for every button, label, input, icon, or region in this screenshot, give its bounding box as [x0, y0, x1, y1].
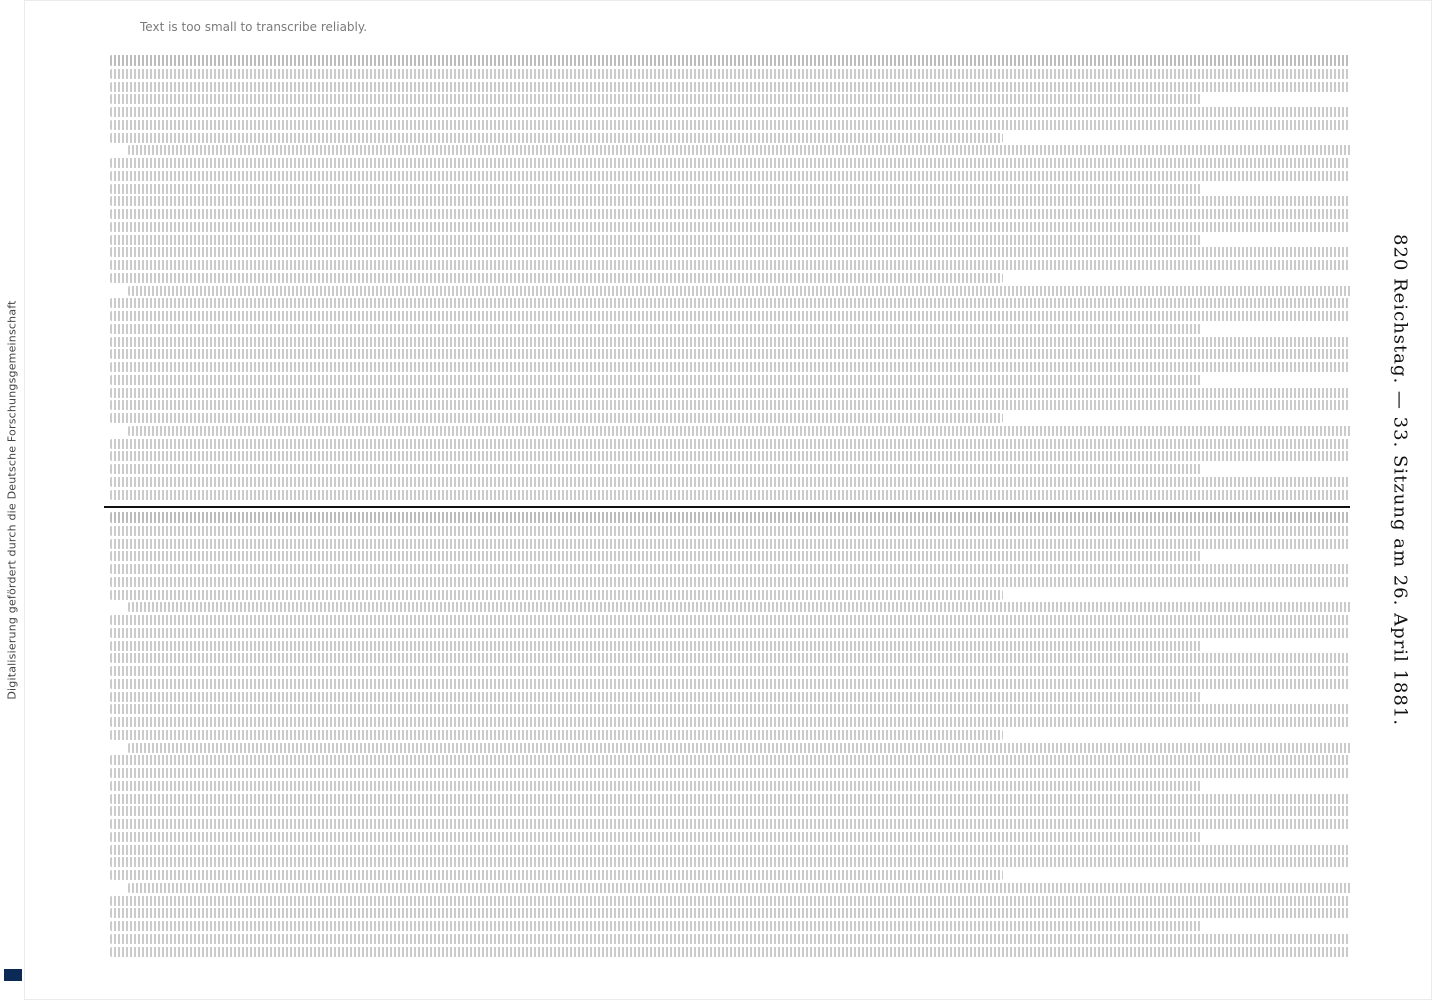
text-line — [110, 819, 1350, 829]
text-line — [110, 934, 1350, 944]
text-line — [110, 768, 1350, 778]
running-header-text: 820 Reichstag. — 33. Sitzung am 26. April 1881. — [1389, 234, 1411, 726]
text-line — [110, 628, 1350, 638]
text-line — [110, 158, 1350, 168]
text-line — [110, 324, 1201, 334]
running-header — [1386, 90, 1414, 870]
text-line — [110, 439, 1350, 449]
text-line — [110, 615, 1350, 625]
text-line — [110, 400, 1350, 410]
text-line — [110, 196, 1350, 206]
text-line — [110, 679, 1350, 689]
text-line — [110, 641, 1201, 651]
text-column-left — [110, 55, 1350, 500]
text-line — [110, 781, 1201, 791]
text-line — [110, 704, 1350, 714]
text-line — [110, 666, 1350, 676]
text-line — [110, 564, 1350, 574]
text-line — [110, 755, 1350, 765]
text-line — [110, 692, 1201, 702]
text-line — [128, 145, 1350, 155]
text-line — [110, 298, 1350, 308]
text-line — [110, 375, 1201, 385]
dfg-logo-icon — [4, 969, 22, 981]
text-line — [110, 857, 1350, 867]
text-line — [128, 286, 1350, 296]
text-line — [110, 806, 1350, 816]
text-line — [110, 451, 1350, 461]
digitization-credit-text: Digitalisierung gefördert durch die Deutsche Forschungsgemeinschaft — [5, 300, 19, 700]
text-line — [110, 55, 1350, 66]
text-line — [110, 896, 1350, 906]
text-line — [110, 413, 1003, 423]
text-line — [128, 743, 1350, 753]
text-line — [110, 184, 1201, 194]
text-line — [110, 490, 1350, 500]
text-line — [110, 337, 1350, 347]
column-divider — [104, 506, 1350, 508]
text-line — [110, 133, 1003, 143]
text-line — [110, 94, 1201, 104]
text-line — [110, 590, 1003, 600]
text-line — [110, 477, 1350, 487]
text-line — [110, 464, 1201, 474]
text-line — [110, 717, 1350, 727]
text-line — [110, 69, 1350, 79]
text-line — [110, 388, 1350, 398]
transcription-placeholder: Text is too small to transcribe reliably. — [140, 20, 368, 34]
text-line — [110, 870, 1003, 880]
text-line — [110, 349, 1350, 359]
text-line — [110, 551, 1201, 561]
text-line — [110, 653, 1350, 663]
text-line — [110, 311, 1350, 321]
text-line — [110, 120, 1350, 130]
text-line — [110, 82, 1350, 92]
text-lines-right — [110, 512, 1350, 957]
text-line — [110, 273, 1003, 283]
text-line — [110, 235, 1201, 245]
text-line — [128, 883, 1350, 893]
text-line — [128, 602, 1350, 612]
text-line — [110, 526, 1350, 536]
text-line — [110, 260, 1350, 270]
text-line — [110, 107, 1350, 117]
text-line — [110, 921, 1201, 931]
text-line — [110, 730, 1003, 740]
text-line — [128, 426, 1350, 436]
text-lines-left — [110, 55, 1350, 500]
text-line — [110, 171, 1350, 181]
text-line — [110, 209, 1350, 219]
text-column-right — [110, 512, 1350, 957]
text-line — [110, 512, 1350, 523]
text-line — [110, 577, 1350, 587]
text-line — [110, 247, 1350, 257]
text-line — [110, 908, 1350, 918]
text-line — [110, 222, 1350, 232]
digitization-credit-strip — [0, 0, 24, 1000]
text-line — [110, 362, 1350, 372]
text-line — [110, 539, 1350, 549]
text-line — [110, 832, 1201, 842]
text-line — [110, 845, 1350, 855]
text-line — [110, 794, 1350, 804]
text-line — [110, 947, 1350, 957]
